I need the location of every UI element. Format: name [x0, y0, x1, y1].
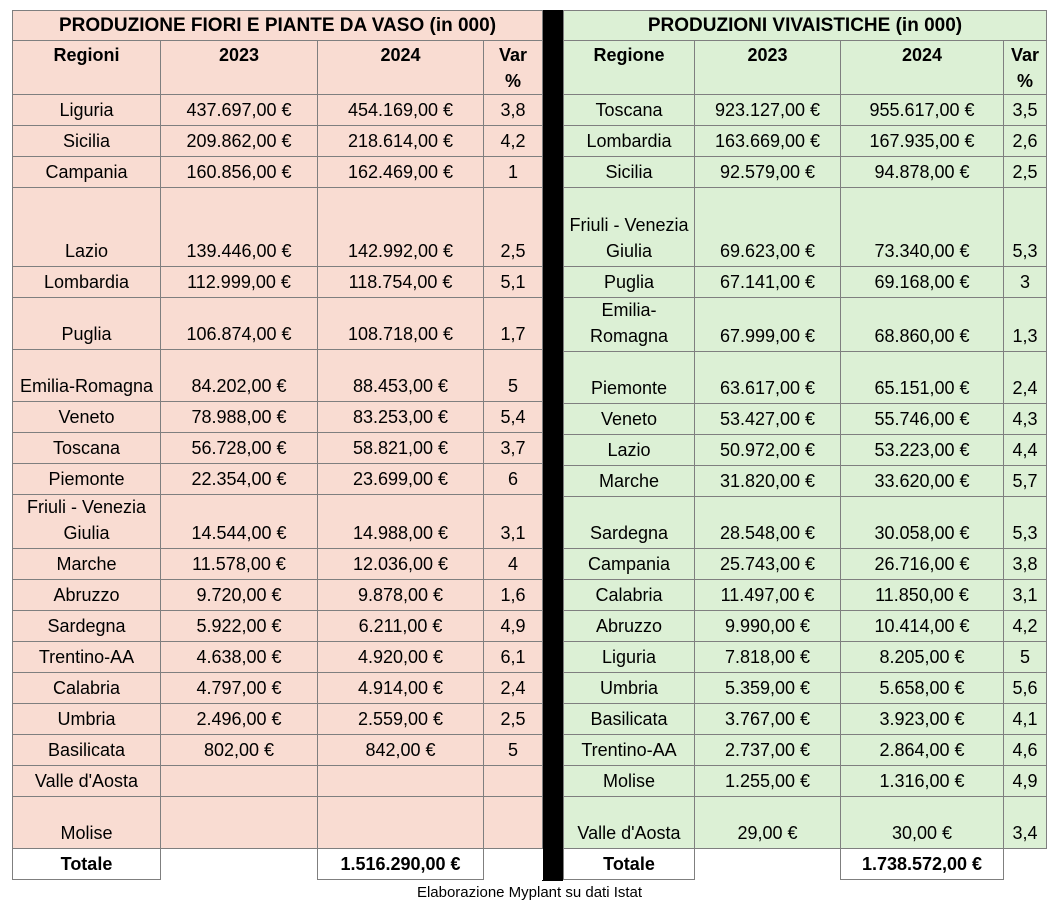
- var-cell: 4,4: [1004, 435, 1047, 466]
- value-2023-cell: 2.737,00 €: [695, 735, 841, 766]
- value-2024-cell: 69.168,00 €: [841, 267, 1004, 298]
- region-cell: Campania: [564, 549, 695, 580]
- table-row: [564, 497, 1047, 549]
- var-cell: 3,5: [1004, 95, 1047, 126]
- region-cell: Toscana: [564, 95, 695, 126]
- flowers-table-title: PRODUZIONE FIORI E PIANTE DA VASO (in 000): [13, 11, 543, 41]
- region-cell: Lazio: [13, 188, 161, 267]
- table-row: [13, 642, 543, 673]
- value-2023-cell: 112.999,00 €: [161, 267, 318, 298]
- table-row: [13, 495, 543, 549]
- value-2024-cell: 58.821,00 €: [318, 433, 484, 464]
- table-divider: [542, 10, 563, 881]
- region-cell: Piemonte: [564, 352, 695, 404]
- region-cell: Calabria: [564, 580, 695, 611]
- total-row: [13, 849, 543, 880]
- value-2024-cell: 23.699,00 €: [318, 464, 484, 495]
- value-2023-cell: 437.697,00 €: [161, 95, 318, 126]
- value-2023-cell: [161, 797, 318, 849]
- value-2023-cell: 56.728,00 €: [161, 433, 318, 464]
- value-2023-cell: 4.638,00 €: [161, 642, 318, 673]
- table-row: [564, 466, 1047, 497]
- var-cell: 3,8: [484, 95, 543, 126]
- header-var: Var %: [1004, 41, 1047, 95]
- table-row: [13, 673, 543, 704]
- table-row: [564, 267, 1047, 298]
- region-cell: Trentino-AA: [564, 735, 695, 766]
- var-cell: 3,4: [1004, 797, 1047, 849]
- value-2023-cell: 28.548,00 €: [695, 497, 841, 549]
- table-row: [13, 549, 543, 580]
- var-cell: 1,6: [484, 580, 543, 611]
- value-2023-cell: 9.990,00 €: [695, 611, 841, 642]
- value-2023-cell: 25.743,00 €: [695, 549, 841, 580]
- total-value: 1.516.290,00 €: [318, 849, 484, 880]
- value-2024-cell: 842,00 €: [318, 735, 484, 766]
- value-2024-cell: 162.469,00 €: [318, 157, 484, 188]
- var-cell: 4,3: [1004, 404, 1047, 435]
- var-cell: 4,1: [1004, 704, 1047, 735]
- value-2024-cell: 10.414,00 €: [841, 611, 1004, 642]
- var-cell: 6,1: [484, 642, 543, 673]
- value-2024-cell: 4.914,00 €: [318, 673, 484, 704]
- value-2024-cell: 118.754,00 €: [318, 267, 484, 298]
- value-2024-cell: 218.614,00 €: [318, 126, 484, 157]
- value-2023-cell: 14.544,00 €: [161, 495, 318, 549]
- region-cell: Lazio: [564, 435, 695, 466]
- value-2023-cell: 160.856,00 €: [161, 157, 318, 188]
- value-2024-cell: 142.992,00 €: [318, 188, 484, 267]
- var-cell: 4: [484, 549, 543, 580]
- value-2023-cell: 84.202,00 €: [161, 350, 318, 402]
- table-row: [13, 433, 543, 464]
- total-label: Totale: [13, 849, 161, 880]
- value-2023-cell: 22.354,00 €: [161, 464, 318, 495]
- var-cell: 4,9: [1004, 766, 1047, 797]
- value-2023-cell: 5.922,00 €: [161, 611, 318, 642]
- var-cell: 2,5: [1004, 157, 1047, 188]
- region-cell: Marche: [564, 466, 695, 497]
- region-cell: Umbria: [13, 704, 161, 735]
- value-2024-cell: 53.223,00 €: [841, 435, 1004, 466]
- value-2024-cell: 30.058,00 €: [841, 497, 1004, 549]
- var-cell: 3,1: [1004, 580, 1047, 611]
- var-cell: 2,6: [1004, 126, 1047, 157]
- region-cell: Toscana: [13, 433, 161, 464]
- table-row: [13, 188, 543, 267]
- value-2023-cell: 78.988,00 €: [161, 402, 318, 433]
- value-2023-cell: 29,00 €: [695, 797, 841, 849]
- empty-cell: [161, 849, 318, 880]
- value-2023-cell: 1.255,00 €: [695, 766, 841, 797]
- table-row: [13, 766, 543, 797]
- var-cell: 2,5: [484, 704, 543, 735]
- region-cell: Molise: [564, 766, 695, 797]
- value-2024-cell: 454.169,00 €: [318, 95, 484, 126]
- value-2024-cell: 88.453,00 €: [318, 350, 484, 402]
- table-row: [564, 404, 1047, 435]
- var-cell: 3,8: [1004, 549, 1047, 580]
- value-2024-cell: 9.878,00 €: [318, 580, 484, 611]
- region-cell: Friuli - Venezia Giulia: [13, 495, 161, 549]
- region-cell: Valle d'Aosta: [564, 797, 695, 849]
- value-2024-cell: [318, 797, 484, 849]
- value-2023-cell: 2.496,00 €: [161, 704, 318, 735]
- value-2024-cell: 30,00 €: [841, 797, 1004, 849]
- value-2024-cell: 2.864,00 €: [841, 735, 1004, 766]
- value-2023-cell: 4.797,00 €: [161, 673, 318, 704]
- empty-cell: [1004, 849, 1047, 880]
- table-row: [564, 611, 1047, 642]
- region-cell: Emilia-Romagna: [564, 298, 695, 352]
- table-row: [13, 267, 543, 298]
- value-2024-cell: 167.935,00 €: [841, 126, 1004, 157]
- region-cell: Campania: [13, 157, 161, 188]
- value-2023-cell: 67.999,00 €: [695, 298, 841, 352]
- table-row: [564, 580, 1047, 611]
- header-2023: 2023: [161, 41, 318, 95]
- header-2024: 2024: [318, 41, 484, 95]
- value-2023-cell: 50.972,00 €: [695, 435, 841, 466]
- table-row: [564, 352, 1047, 404]
- region-cell: Liguria: [13, 95, 161, 126]
- table-row: [13, 704, 543, 735]
- value-2024-cell: 955.617,00 €: [841, 95, 1004, 126]
- region-cell: Veneto: [564, 404, 695, 435]
- region-cell: Basilicata: [13, 735, 161, 766]
- table-row: [564, 704, 1047, 735]
- value-2023-cell: 5.359,00 €: [695, 673, 841, 704]
- header-region: Regioni: [13, 41, 161, 95]
- nursery-table-title: PRODUZIONI VIVAISTICHE (in 000): [564, 11, 1047, 41]
- region-cell: Puglia: [564, 267, 695, 298]
- value-2024-cell: 1.316,00 €: [841, 766, 1004, 797]
- value-2023-cell: 163.669,00 €: [695, 126, 841, 157]
- table-row: [564, 157, 1047, 188]
- var-cell: 1: [484, 157, 543, 188]
- value-2024-cell: 5.658,00 €: [841, 673, 1004, 704]
- table-row: [13, 157, 543, 188]
- value-2024-cell: 6.211,00 €: [318, 611, 484, 642]
- value-2024-cell: 83.253,00 €: [318, 402, 484, 433]
- table-row: [564, 95, 1047, 126]
- total-label: Totale: [564, 849, 695, 880]
- table-row: [13, 298, 543, 350]
- value-2023-cell: 53.427,00 €: [695, 404, 841, 435]
- value-2023-cell: 11.578,00 €: [161, 549, 318, 580]
- value-2023-cell: 92.579,00 €: [695, 157, 841, 188]
- table-row: [564, 126, 1047, 157]
- region-cell: Sicilia: [564, 157, 695, 188]
- region-cell: Lombardia: [13, 267, 161, 298]
- value-2024-cell: 11.850,00 €: [841, 580, 1004, 611]
- value-2023-cell: 31.820,00 €: [695, 466, 841, 497]
- value-2024-cell: 33.620,00 €: [841, 466, 1004, 497]
- var-cell: 5,7: [1004, 466, 1047, 497]
- flowers-table: [12, 10, 543, 880]
- region-cell: Friuli - Venezia Giulia: [564, 188, 695, 267]
- var-cell: 3,1: [484, 495, 543, 549]
- table-row: [564, 642, 1047, 673]
- table-row: [13, 350, 543, 402]
- value-2023-cell: 106.874,00 €: [161, 298, 318, 350]
- table-row: [564, 435, 1047, 466]
- value-2024-cell: 65.151,00 €: [841, 352, 1004, 404]
- var-cell: 6: [484, 464, 543, 495]
- header-var: Var %: [484, 41, 543, 95]
- var-cell: 1,3: [1004, 298, 1047, 352]
- table-row: [564, 188, 1047, 267]
- value-2023-cell: 11.497,00 €: [695, 580, 841, 611]
- table-row: [13, 797, 543, 849]
- empty-cell: [695, 849, 841, 880]
- nursery-table: [563, 10, 1047, 880]
- table-row: [564, 735, 1047, 766]
- value-2023-cell: [161, 766, 318, 797]
- value-2024-cell: 14.988,00 €: [318, 495, 484, 549]
- var-cell: [484, 766, 543, 797]
- value-2023-cell: 139.446,00 €: [161, 188, 318, 267]
- value-2023-cell: 3.767,00 €: [695, 704, 841, 735]
- region-cell: Emilia-Romagna: [13, 350, 161, 402]
- header-2024: 2024: [841, 41, 1004, 95]
- table-row: [564, 549, 1047, 580]
- value-2024-cell: 8.205,00 €: [841, 642, 1004, 673]
- value-2024-cell: 55.746,00 €: [841, 404, 1004, 435]
- total-row: [564, 849, 1047, 880]
- region-cell: Abruzzo: [13, 580, 161, 611]
- var-cell: 5,3: [1004, 188, 1047, 267]
- region-cell: Sicilia: [13, 126, 161, 157]
- region-cell: Sardegna: [13, 611, 161, 642]
- var-cell: 5,1: [484, 267, 543, 298]
- empty-cell: [484, 849, 543, 880]
- value-2024-cell: 12.036,00 €: [318, 549, 484, 580]
- var-cell: 5: [1004, 642, 1047, 673]
- region-cell: Valle d'Aosta: [13, 766, 161, 797]
- table-row: [564, 298, 1047, 352]
- var-cell: 5: [484, 350, 543, 402]
- value-2024-cell: 73.340,00 €: [841, 188, 1004, 267]
- value-2024-cell: 26.716,00 €: [841, 549, 1004, 580]
- var-cell: 5,4: [484, 402, 543, 433]
- var-cell: 3,7: [484, 433, 543, 464]
- table-row: [13, 402, 543, 433]
- region-cell: Umbria: [564, 673, 695, 704]
- region-cell: Calabria: [13, 673, 161, 704]
- table-row: [13, 126, 543, 157]
- value-2024-cell: [318, 766, 484, 797]
- value-2024-cell: 108.718,00 €: [318, 298, 484, 350]
- region-cell: Puglia: [13, 298, 161, 350]
- var-cell: 2,5: [484, 188, 543, 267]
- value-2024-cell: 68.860,00 €: [841, 298, 1004, 352]
- var-cell: 4,9: [484, 611, 543, 642]
- table-row: [564, 673, 1047, 704]
- value-2023-cell: 63.617,00 €: [695, 352, 841, 404]
- region-cell: Lombardia: [564, 126, 695, 157]
- source-caption: Elaborazione Myplant su dati Istat: [416, 884, 643, 901]
- value-2023-cell: 7.818,00 €: [695, 642, 841, 673]
- value-2023-cell: 209.862,00 €: [161, 126, 318, 157]
- header-2023: 2023: [695, 41, 841, 95]
- var-cell: 4,2: [484, 126, 543, 157]
- region-cell: Trentino-AA: [13, 642, 161, 673]
- var-cell: 4,2: [1004, 611, 1047, 642]
- region-cell: Molise: [13, 797, 161, 849]
- region-cell: Basilicata: [564, 704, 695, 735]
- table-row: [13, 95, 543, 126]
- region-cell: Marche: [13, 549, 161, 580]
- table-row: [13, 735, 543, 766]
- value-2023-cell: 923.127,00 €: [695, 95, 841, 126]
- var-cell: [484, 797, 543, 849]
- value-2024-cell: 4.920,00 €: [318, 642, 484, 673]
- var-cell: 2,4: [1004, 352, 1047, 404]
- table-row: [564, 766, 1047, 797]
- region-cell: Veneto: [13, 402, 161, 433]
- var-cell: 5,3: [1004, 497, 1047, 549]
- table-row: [564, 797, 1047, 849]
- var-cell: 4,6: [1004, 735, 1047, 766]
- var-cell: 5: [484, 735, 543, 766]
- total-value: 1.738.572,00 €: [841, 849, 1004, 880]
- var-cell: 3: [1004, 267, 1047, 298]
- table-row: [13, 464, 543, 495]
- region-cell: Sardegna: [564, 497, 695, 549]
- value-2023-cell: 9.720,00 €: [161, 580, 318, 611]
- value-2023-cell: 67.141,00 €: [695, 267, 841, 298]
- var-cell: 1,7: [484, 298, 543, 350]
- value-2024-cell: 94.878,00 €: [841, 157, 1004, 188]
- value-2023-cell: 802,00 €: [161, 735, 318, 766]
- value-2024-cell: 2.559,00 €: [318, 704, 484, 735]
- header-region: Regione: [564, 41, 695, 95]
- value-2023-cell: 69.623,00 €: [695, 188, 841, 267]
- region-cell: Piemonte: [13, 464, 161, 495]
- region-cell: Liguria: [564, 642, 695, 673]
- table-row: [13, 611, 543, 642]
- table-row: [13, 580, 543, 611]
- value-2024-cell: 3.923,00 €: [841, 704, 1004, 735]
- region-cell: Abruzzo: [564, 611, 695, 642]
- var-cell: 5,6: [1004, 673, 1047, 704]
- var-cell: 2,4: [484, 673, 543, 704]
